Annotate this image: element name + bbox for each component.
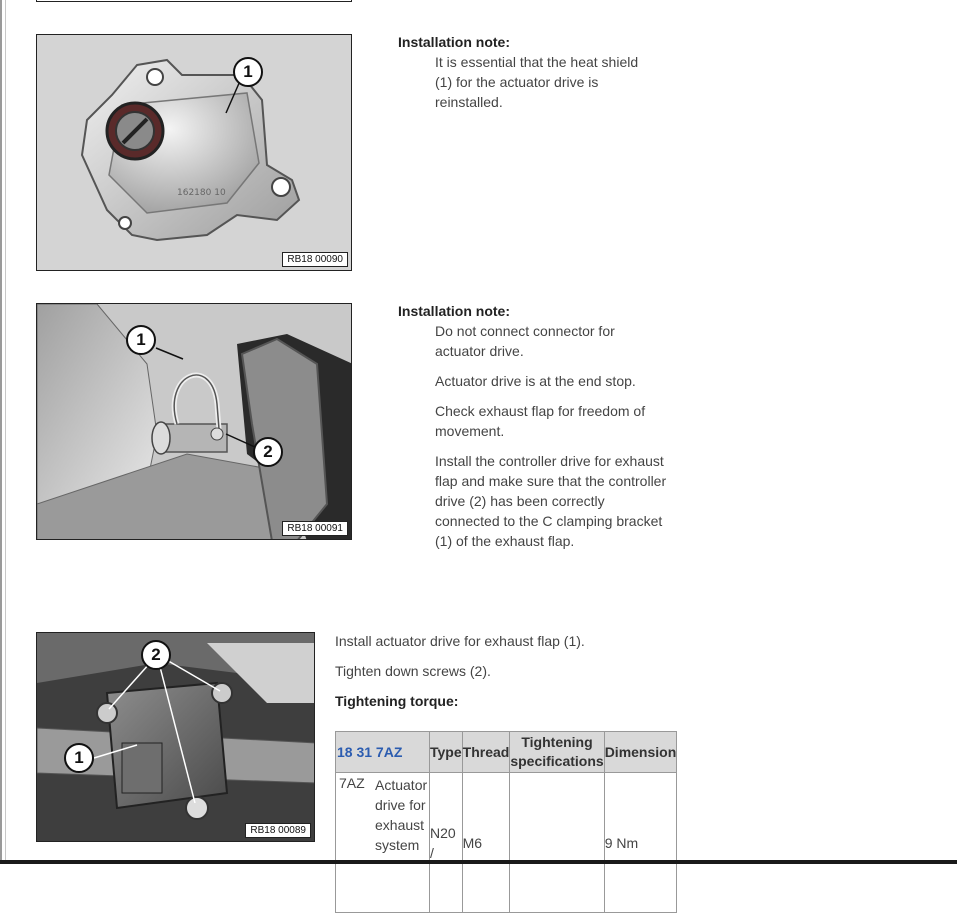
callout-1: 1 xyxy=(64,743,94,773)
installation-note-heading: Installation note: xyxy=(398,34,510,50)
page-left-border xyxy=(0,0,2,864)
bottom-window-edge xyxy=(0,860,957,864)
previous-figure-frame xyxy=(36,0,352,2)
table-cell-spec xyxy=(510,773,604,913)
instruction-step: Tighten down screws (2). xyxy=(335,663,491,679)
figure-actuator-drive xyxy=(36,632,315,842)
svg-text:162180 10: 162180 10 xyxy=(177,188,226,198)
code-link[interactable]: 18 31 7AZ xyxy=(337,744,403,760)
callout-1: 1 xyxy=(126,325,156,355)
figure-heat-shield xyxy=(36,34,352,271)
row-description: Actuator drive for exhaust system xyxy=(375,777,428,853)
callout-2: 2 xyxy=(253,437,283,467)
callout-2: 2 xyxy=(141,640,171,670)
actuator-drive-illustration xyxy=(37,633,315,842)
table-row xyxy=(336,773,677,913)
table-cell-code xyxy=(336,773,430,913)
table-header-row xyxy=(336,732,677,773)
table-header-code[interactable] xyxy=(336,732,430,773)
tightening-torque-heading: Tightening torque: xyxy=(335,693,459,709)
table-header-spec: Tightening specifications xyxy=(510,732,604,773)
figure-label: RB18 00089 xyxy=(245,823,311,838)
heat-shield-illustration xyxy=(37,35,352,271)
tightening-torque-table xyxy=(335,731,677,913)
table-header-dimension: Dimension xyxy=(604,732,677,773)
row-code: 7AZ xyxy=(339,775,365,791)
figure-label: RB18 00090 xyxy=(282,252,348,267)
table-header-thread: Thread xyxy=(462,732,510,773)
figure-clamping-bracket xyxy=(36,303,352,540)
installation-note-heading: Installation note: xyxy=(398,303,510,319)
callout-1: 1 xyxy=(233,57,263,87)
note-item: Do not connect connector for actuator drive. xyxy=(435,323,615,359)
note-item: Install the controller drive for exhaust flap and make sure that the controller drive (2) has been correctly connected to the C clamping bracket (1) of the exhaust flap. xyxy=(435,453,667,549)
note-item: Actuator drive is at the end stop. xyxy=(435,373,636,389)
figure-label: RB18 00091 xyxy=(282,521,348,536)
table-cell-dimension: 9 Nm xyxy=(604,773,677,913)
table-cell-type: N20 / xyxy=(430,773,463,913)
table-cell-thread: M6 xyxy=(462,773,510,913)
instruction-step: Install actuator drive for exhaust flap (1). xyxy=(335,633,585,649)
note-item: Check exhaust flap for freedom of movement. xyxy=(435,403,646,439)
clamping-bracket-illustration xyxy=(37,304,352,540)
table-header-type: Type xyxy=(430,732,463,773)
installation-note-text: It is essential that the heat shield (1) for the actuator drive is reinstalled. xyxy=(435,54,639,110)
page-left-shadow xyxy=(5,0,6,860)
